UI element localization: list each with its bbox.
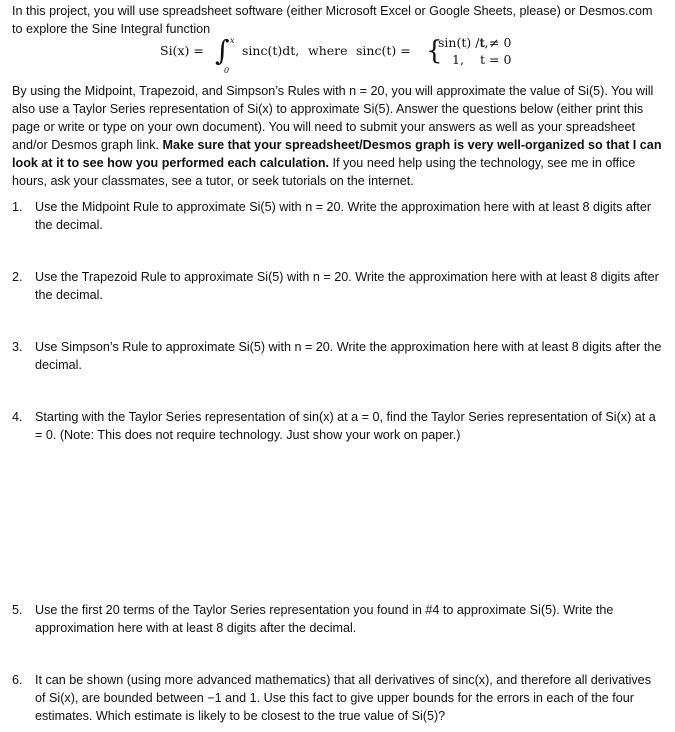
intro-text: In this project, you will use spreadsheet software (either Microsoft Excel or Google Sheets, please) or Desmos.com to explore the Sine Integral function: [12, 4, 653, 36]
integral-upper-limit: x: [230, 36, 235, 45]
question-text: Use the Trapezoid Rule to approximate Si(5) with n = 20. Write the approximation here with at least 8 digits after the decimal.: [35, 270, 659, 302]
instructions-part2: If you need help using the technology, see me in office hours, ask your classmates, see a tutor, or seek tutorials on the internet.: [12, 156, 636, 188]
question-2: [12, 268, 662, 304]
question-text: Use the first 20 terms of the Taylor Series representation you found in #4 to approximate Si(5). Write the approximation here with at least 8 digits after the decimal.: [35, 603, 614, 635]
cases-brace: {: [426, 36, 443, 66]
integral-lower-limit: 0: [224, 66, 230, 75]
question-6: [12, 671, 662, 725]
question-text: Use Simpson’s Rule to approximate Si(5) with n = 20. Write the approximation here with at least 8 digits after the decimal.: [35, 340, 662, 372]
instructions-part1: By using the Midpoint, Trapezoid, and Simpson’s Rules with n = 20, you will approximate the value of Si(5). You will also use a Taylor Series representation of Si(x) to approximate Si(5). Answer the questions below (either print this page or write or type on your own document). You will need to submit your answers as well as your spreadsheet and/or Desmos graph link.: [12, 84, 654, 152]
instructions-paragraph: [12, 82, 662, 190]
question-number: 6.: [12, 673, 23, 687]
question-text: Use the Midpoint Rule to approximate Si(5) with n = 20. Write the approximation here with at least 8 digits after the decimal.: [35, 200, 652, 232]
sinc-definition-lhs: sinc(t) =: [356, 43, 411, 58]
case2-value: 1,: [452, 52, 464, 67]
question-number: 2.: [12, 270, 23, 284]
case2-condition: t = 0: [480, 52, 512, 67]
equation-where: where: [308, 43, 348, 58]
question-number: 4.: [12, 410, 23, 424]
case1-value: sin(t) /t,: [438, 35, 489, 50]
question-text: Starting with the Taylor Series representation of sin(x) at a = 0, find the Taylor Series representation of Si(x) at a = 0. (Note: This does not require technology. Just show your work on paper.): [35, 410, 656, 442]
question-number: 1.: [12, 200, 23, 214]
integral-sign: ∫: [215, 34, 230, 67]
question-text: It can be shown (using more advanced mathematics) that all derivatives of sinc(x), and therefore all derivatives of Si(x), are bounded between −1 and 1. Use this fact to give upper bounds for the errors in each of the four estimates. Which estimate is likely to be closest to the true value of Si(5)?: [35, 673, 651, 723]
question-5: [12, 601, 662, 637]
equation-lhs: Si(x) =: [160, 43, 204, 58]
sine-integral-equation: [160, 34, 560, 74]
question-3: [12, 338, 662, 374]
question-number: 3.: [12, 340, 23, 354]
question-1: [12, 198, 662, 234]
equation-integrand: sinc(t)dt,: [242, 43, 300, 58]
question-4: [12, 408, 662, 444]
case1-condition: t ≠ 0: [480, 35, 512, 50]
instructions-bold: Make sure that your spreadsheet/Desmos graph is very well-organized so that I can look at it to see how you performed each calculation.: [12, 138, 662, 170]
question-number: 5.: [12, 603, 23, 617]
